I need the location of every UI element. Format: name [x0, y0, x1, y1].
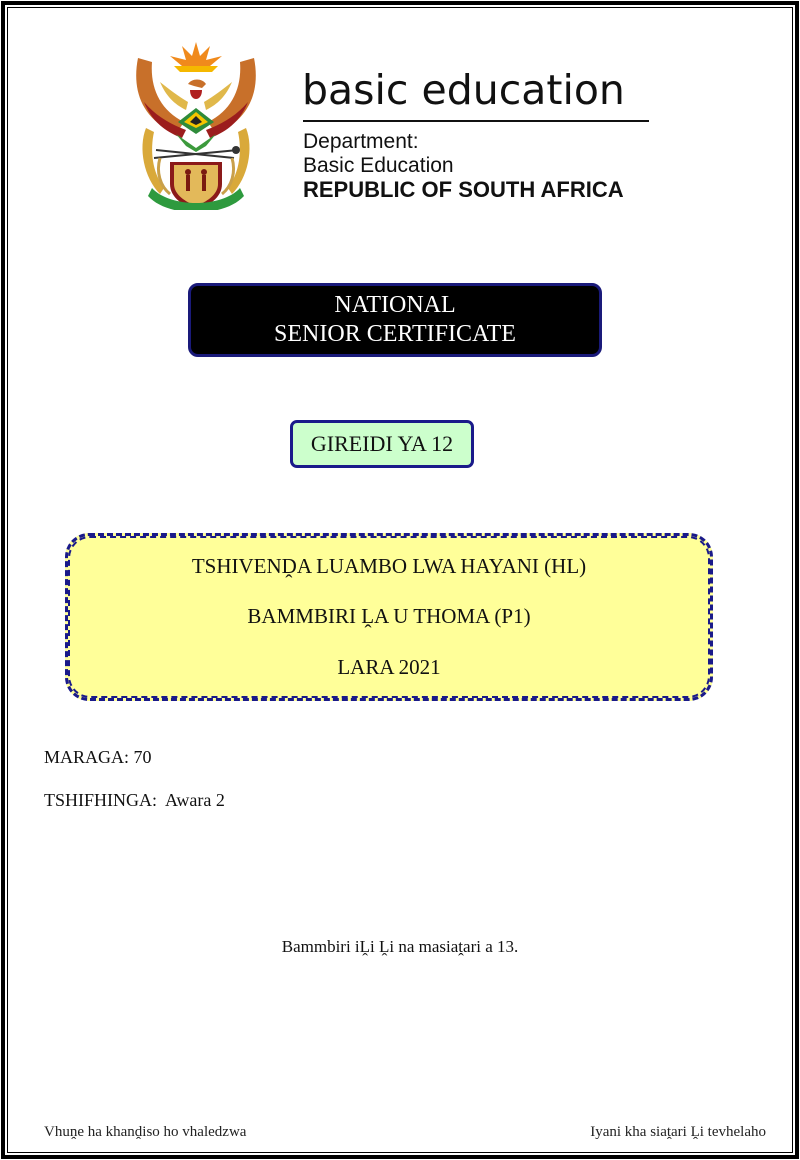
country-name: REPUBLIC OF SOUTH AFRICA — [303, 177, 624, 202]
coat-of-arms-logo — [130, 38, 262, 210]
time-info: TSHIFHINGA: Awara 2 — [44, 790, 225, 810]
exam-session: LARA 2021 — [337, 655, 441, 679]
department-name: Basic Education — [303, 154, 454, 177]
footer-left-note: Vhuṋe ha khanḓiso ho vhaledzwa — [44, 1124, 247, 1140]
marks-info: MARAGA: 70 — [44, 747, 152, 767]
subject-title: TSHIVENḒA LUAMBO LWA HAYANI (HL) — [191, 554, 587, 578]
certificate-line-1: NATIONAL — [334, 292, 456, 319]
page-count-note: Bammbiri iḼi Ḽi na masiaṱari a 13. — [281, 937, 519, 956]
grade-badge — [290, 420, 474, 468]
department-label: Department: — [303, 130, 419, 153]
brand-title: basic education — [302, 66, 625, 114]
grade-label: GIREIDI YA 12 — [310, 431, 454, 456]
coat-of-arms-icon — [130, 38, 262, 210]
certificate-banner — [188, 283, 602, 357]
footer-right-note: Iyani kha siaṱari Ḽi tevhelaho — [590, 1124, 766, 1140]
certificate-line-2: SENIOR CERTIFICATE — [274, 321, 516, 347]
brand-divider — [303, 120, 649, 122]
paper-title: BAMMBIRI ḼA U THOMA (P1) — [247, 604, 531, 628]
